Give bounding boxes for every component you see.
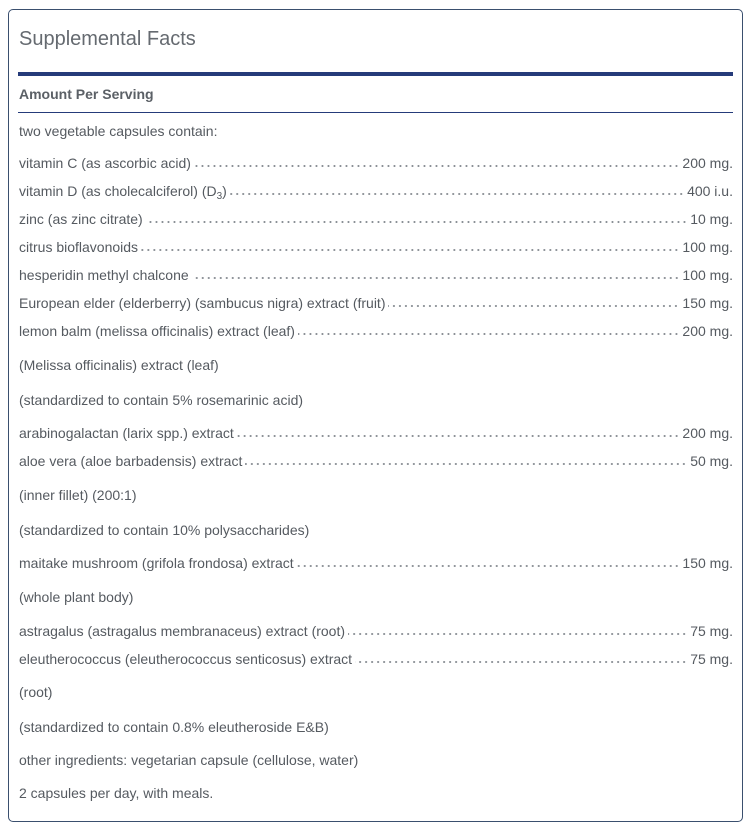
ingredient-name: eleutherococcus (eleutherococcus senticosus) extract <box>19 651 353 667</box>
ingredient-row <box>19 648 733 670</box>
leader-dots <box>194 165 679 167</box>
other-ingredients-text: other ingredients: vegetarian capsule (cellulose, water) <box>19 752 359 768</box>
ingredient-name: citrus bioflavonoids <box>19 239 139 255</box>
note-text: (root) <box>19 684 53 700</box>
note-row <box>19 354 733 376</box>
ingredient-row <box>19 552 733 574</box>
leader-dots <box>146 221 687 223</box>
supplement-facts-panel <box>8 9 743 822</box>
leader-dots <box>230 193 684 195</box>
note-text: (standardized to contain 10% polysaccharides) <box>19 522 310 538</box>
note-row <box>19 716 733 738</box>
ingredient-row <box>19 292 733 314</box>
subheading-divider <box>18 112 733 113</box>
serving-intro <box>19 120 733 142</box>
ingredient-name: astragalus (astragalus membranaceus) extract (root) <box>19 623 346 639</box>
ingredient-row <box>19 236 733 258</box>
ingredient-name <box>19 183 227 202</box>
ingredient-amount: 100 mg. <box>682 267 733 283</box>
ingredient-name: zinc (as zinc citrate) <box>19 211 143 227</box>
ingredient-name: aloe vera (aloe barbadensis) extract <box>19 453 243 469</box>
ingredient-amount: 150 mg. <box>682 295 733 311</box>
note-text: (whole plant body) <box>19 589 134 605</box>
note-row <box>19 519 733 541</box>
ingredient-amount: 400 i.u. <box>687 183 733 199</box>
ingredient-name: hesperidin methyl chalcone <box>19 267 189 283</box>
ingredient-name-suffix: ) <box>222 183 227 199</box>
ingredient-amount: 75 mg. <box>690 623 733 639</box>
amount-per-serving-heading: Amount Per Serving <box>19 86 154 102</box>
ingredient-row <box>19 450 733 472</box>
leader-dots <box>245 463 687 465</box>
note-text: (standardized to contain 0.8% eleutheroside E&B) <box>19 719 329 735</box>
ingredient-name-subscript: 3 <box>216 191 223 202</box>
ingredient-row <box>19 180 733 202</box>
leader-dots <box>348 633 687 635</box>
leader-dots <box>355 661 687 663</box>
ingredient-amount: 150 mg. <box>682 555 733 571</box>
leader-dots <box>297 565 680 567</box>
note-text: (inner fillet) (200:1) <box>19 487 137 503</box>
ingredient-row <box>19 152 733 174</box>
ingredient-name: lemon balm (melissa officinalis) extract (leaf) <box>19 323 295 339</box>
ingredient-row <box>19 320 733 342</box>
ingredient-name: vitamin C (as ascorbic acid) <box>19 155 191 171</box>
leader-dots <box>298 333 679 335</box>
ingredient-name-main: vitamin D (as cholecalciferol) (D <box>19 183 217 199</box>
ingredient-name: maitake mushroom (grifola frondosa) extract <box>19 555 294 571</box>
leader-dots <box>192 277 680 279</box>
note-row <box>19 681 733 703</box>
note-row <box>19 586 733 608</box>
ingredient-name: European elder (elderberry) (sambucus nigra) extract (fruit) <box>19 295 386 311</box>
ingredient-amount: 100 mg. <box>682 239 733 255</box>
directions-text: 2 capsules per day, with meals. <box>19 785 214 801</box>
note-text: (Melissa officinalis) extract (leaf) <box>19 357 219 373</box>
ingredient-amount: 200 mg. <box>682 425 733 441</box>
leader-dots <box>237 435 680 437</box>
note-text: (standardized to contain 5% rosemarinic acid) <box>19 392 304 408</box>
title-divider <box>18 72 733 76</box>
leader-dots <box>141 249 679 251</box>
ingredient-amount: 200 mg. <box>682 323 733 339</box>
ingredient-amount: 200 mg. <box>682 155 733 171</box>
ingredient-row <box>19 620 733 642</box>
ingredient-row <box>19 264 733 286</box>
leader-dots <box>388 305 679 307</box>
ingredient-row <box>19 208 733 230</box>
directions <box>19 782 733 804</box>
ingredient-amount: 10 mg. <box>690 211 733 227</box>
other-ingredients <box>19 749 733 771</box>
serving-intro-text: two vegetable capsules contain: <box>19 123 218 139</box>
ingredient-row <box>19 422 733 444</box>
ingredient-name: arabinogalactan (larix spp.) extract <box>19 425 234 441</box>
ingredient-amount: 50 mg. <box>690 453 733 469</box>
note-row <box>19 389 733 411</box>
note-row <box>19 484 733 506</box>
ingredient-amount: 75 mg. <box>690 651 733 667</box>
panel-title: Supplemental Facts <box>19 28 196 50</box>
